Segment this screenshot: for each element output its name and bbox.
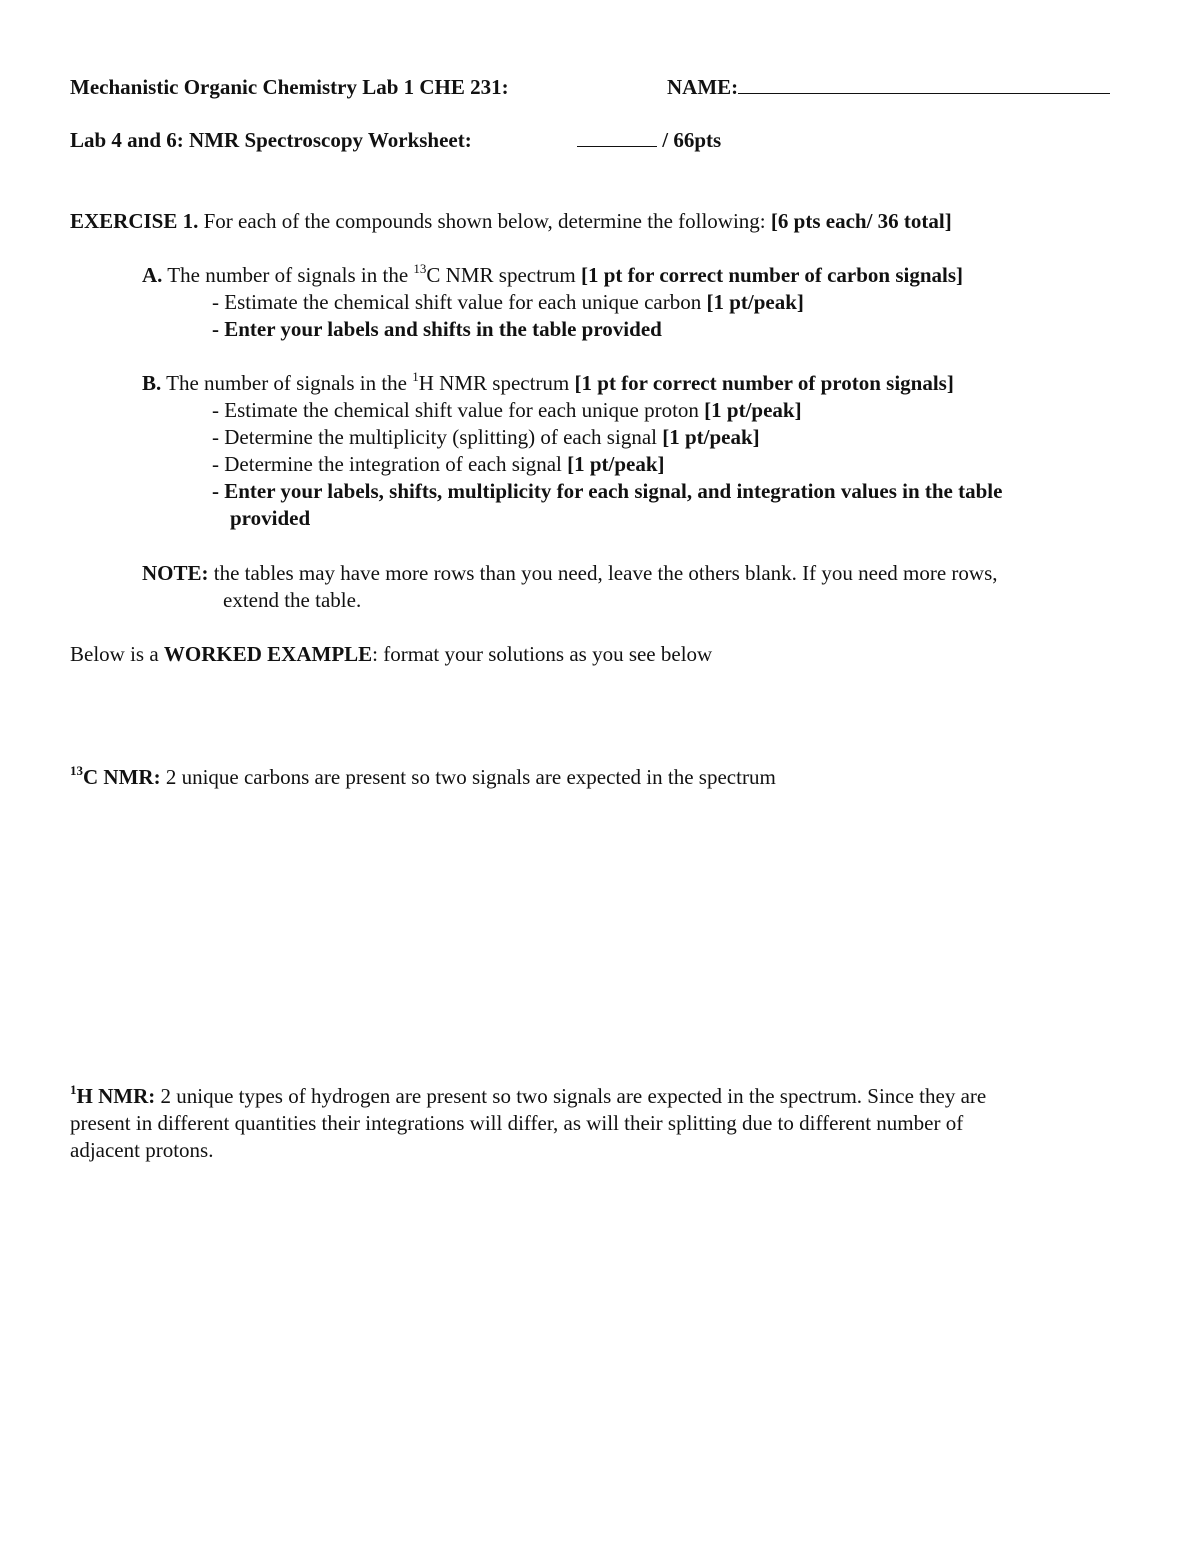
part-b-bullet-3-points: [1 pt/peak]	[567, 452, 665, 476]
part-a-bullet-1-points: [1 pt/peak]	[706, 290, 804, 314]
note-line-1	[142, 560, 998, 587]
exercise-points: [6 pts each/ 36 total]	[770, 209, 952, 233]
exercise-label: EXERCISE 1.	[70, 209, 199, 233]
note-label: NOTE:	[142, 561, 209, 585]
h1-nmr-line-1	[70, 1083, 986, 1110]
c13-label: C NMR:	[83, 765, 161, 789]
h1-text-2: present in different quantities their integrations will differ, as will their splitting due to different number of	[70, 1111, 964, 1135]
part-a-bullet-2-text: - Enter your labels and shifts in the table provided	[212, 317, 662, 341]
c13-text: 2 unique carbons are present so two signals are expected in the spectrum	[160, 765, 776, 789]
part-b-bullet-1-points: [1 pt/peak]	[704, 398, 802, 422]
h1-nmr-line-3	[70, 1137, 213, 1164]
course-title-line	[70, 74, 509, 101]
c13-isotope: 13	[70, 763, 83, 778]
part-b-bullet-1-text: - Estimate the chemical shift value for each unique proton	[212, 398, 705, 422]
part-b-bullet-3	[212, 451, 665, 478]
score-total: / 66pts	[662, 128, 722, 152]
worked-example-suffix: : format your solutions as you see below	[372, 642, 713, 666]
note-text-1: the tables may have more rows than you need, leave the others blank. If you need more rows,	[208, 561, 998, 585]
part-a-text-before: The number of signals in the	[162, 263, 414, 287]
part-b-points: [1 pt for correct number of proton signals]	[574, 371, 954, 395]
worksheet-title: Lab 4 and 6: NMR Spectroscopy Worksheet:	[70, 128, 472, 152]
course-title: Mechanistic Organic Chemistry Lab 1 CHE 231:	[70, 75, 509, 99]
worked-example-bold: WORKED EXAMPLE	[163, 642, 373, 666]
score-field[interactable]	[577, 127, 721, 154]
h1-label: H NMR:	[76, 1084, 156, 1108]
part-a-text-after: C NMR spectrum	[426, 263, 581, 287]
part-b-bullet-2	[212, 424, 760, 451]
part-b-text-after: H NMR spectrum	[418, 371, 575, 395]
part-a-bullet-2	[212, 316, 662, 343]
part-b-bullet-2-text: - Determine the multiplicity (splitting) of each signal	[212, 425, 663, 449]
c13-nmr-line	[70, 764, 776, 791]
part-b-bullet-4-line-2: provided	[230, 506, 311, 530]
h1-text-1: 2 unique types of hydrogen are present so two signals are expected in the spectrum. Since they are	[155, 1084, 987, 1108]
h1-text-3: adjacent protons.	[70, 1138, 214, 1162]
part-a-line	[142, 262, 963, 289]
note-text-2: extend the table.	[223, 588, 362, 612]
name-field[interactable]	[667, 74, 1110, 101]
part-b-bullet-2-points: [1 pt/peak]	[662, 425, 760, 449]
part-a-bullet-1	[212, 289, 804, 316]
part-b-isotope: 1	[412, 369, 419, 384]
note-line-2	[223, 587, 361, 614]
score-blank[interactable]	[577, 128, 657, 147]
part-a-letter: A.	[142, 263, 163, 287]
part-b-bullet-4	[212, 478, 1002, 505]
part-b-bullet-1	[212, 397, 802, 424]
exercise-intro-text: For each of the compounds shown below, determine the following:	[198, 209, 771, 233]
worked-example-prefix: Below is a	[70, 642, 164, 666]
part-b-bullet-3-text: - Determine the integration of each signal	[212, 452, 568, 476]
part-a-bullet-1-text: - Estimate the chemical shift value for each unique carbon	[212, 290, 707, 314]
part-b-bullet-4-line-1: - Enter your labels, shifts, multiplicity for each signal, and integration values in the table	[212, 479, 1003, 503]
worked-example-line	[70, 641, 712, 668]
name-blank[interactable]	[738, 75, 1110, 94]
h1-isotope: 1	[70, 1082, 77, 1097]
part-a-points: [1 pt for correct number of carbon signals]	[581, 263, 964, 287]
part-a-isotope: 13	[413, 261, 427, 276]
h1-nmr-line-2	[70, 1110, 963, 1137]
exercise-intro	[70, 208, 952, 235]
part-b-text-before: The number of signals in the	[161, 371, 413, 395]
worksheet-title-line	[70, 127, 472, 154]
part-b-line	[142, 370, 954, 397]
name-label: NAME:	[667, 75, 739, 99]
part-b-letter: B.	[142, 371, 162, 395]
part-b-bullet-4-continued	[230, 505, 310, 532]
